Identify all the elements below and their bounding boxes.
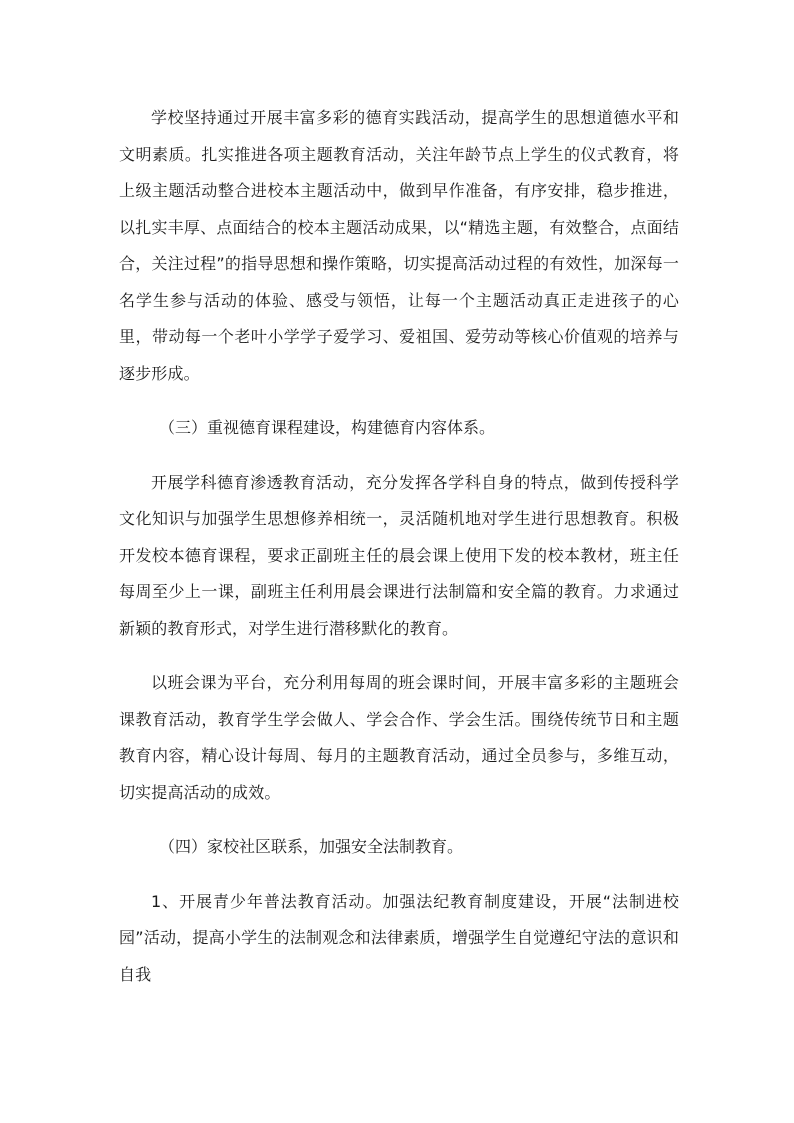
section-heading-4: （四）家校社区联系，加强安全法制教育。 [159, 837, 464, 856]
paragraph-moral-practice: 学校坚持通过开展丰富多彩的德育实践活动，提高学生的思想道德水平和文明素质。扎实推进各项主题教育活动，关注年龄节点上学生的仪式教育，将上级主题活动整合进校本主题活动中，做到早作准备，有序安排，稳步推进，以扎实丰厚、点面结合的校本主题活动成果，以“精选主题，有效整合，点面结合，关注过程”的指导思想和操作策略，切实提高活动过程的有效性，加深每一名学生参与活动的体验、感受与领悟，让每一个主题活动真正走进孩子的心里，带动每一个老叶小学学子爱学习、爱祖国、爱劳动等核心价值观的培养与逐步形成。 [119, 108, 679, 383]
paragraph-class-meeting: 以班会课为平台，充分利用每周的班会课时间，开展丰富多彩的主题班会课教育活动，教育学生学会做人、学会合作、学会生活。围绕传统节日和主题教育内容，精心设计每周、每月的主题教育活动，通过全员参与，多维互动，切实提高活动的成效。 [119, 673, 679, 802]
document-page [119, 100, 679, 1011]
paragraph-subject-moral-education: 开展学科德育渗透教育活动，充分发挥各学科自身的特点，做到传授科学文化知识与加强学生思想修养相统一，灵活随机地对学生进行思想教育。积极开发校本德育课程，要求正副班主任的晨会课上使用下发的校本教材，班主任每周至少上一课，副班主任利用晨会课进行法制篇和安全篇的教育。力求通过新颖的教育形式，对学生进行潜移默化的教育。 [119, 472, 679, 638]
paragraph-legal-education: 1、开展青少年普法教育活动。加强法纪教育制度建设，开展“法制进校园”活动，提高小学生的法制观念和法律素质，增强学生自觉遵纪守法的意识和自我 [119, 891, 679, 984]
section-heading-3: （三）重视德育课程建设，构建德育内容体系。 [159, 418, 496, 437]
